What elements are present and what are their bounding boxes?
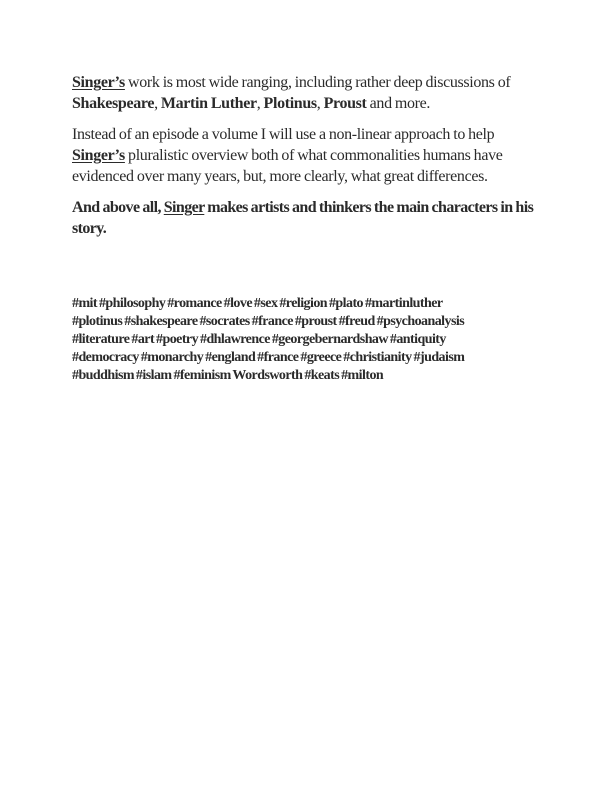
hashtag-line: #mit #philosophy #romance #love #sex #religion #plato #martinluther bbox=[72, 296, 443, 311]
subject-proust: Proust bbox=[323, 95, 367, 112]
paragraph-3-bold bbox=[72, 197, 542, 239]
hashtag-line: #literature #art #poetry #dhlawrence #georgebernardshaw #antiquity bbox=[72, 332, 446, 347]
hashtag-block bbox=[72, 295, 542, 385]
paragraph-text: pluralistic overview both of what commonalities humans have evidenced over many years, but, more clearly, what great differences. bbox=[72, 147, 503, 185]
singer-name-underlined: Singer’s bbox=[72, 147, 125, 164]
paragraph-1 bbox=[72, 72, 542, 114]
paragraph-text: and more. bbox=[366, 95, 431, 112]
hashtag-line: #plotinus #shakespeare #socrates #france #proust #freud #psychoanalysis bbox=[72, 314, 465, 329]
hashtag-line: #buddhism #islam #feminism Wordsworth #keats #milton bbox=[72, 368, 384, 383]
document-page bbox=[72, 72, 542, 385]
singer-name-underlined: Singer bbox=[163, 199, 205, 216]
paragraph-text: makes artists and thinkers the main characters in his story. bbox=[72, 199, 534, 237]
singer-name-underlined: Singer’s bbox=[72, 74, 125, 91]
paragraph-text: Instead of an episode a volume I will use a non-linear approach to help bbox=[72, 126, 495, 143]
separator: , bbox=[256, 95, 264, 112]
subject-shakespeare: Shakespeare bbox=[72, 95, 155, 112]
separator: , bbox=[316, 95, 324, 112]
paragraph-text: And above all, bbox=[72, 199, 164, 216]
subject-plotinus: Plotinus bbox=[263, 95, 317, 112]
separator: , bbox=[154, 95, 161, 112]
subject-martin-luther: Martin Luther bbox=[160, 95, 257, 112]
paragraph-text: work is most wide ranging, including rather deep discussions of bbox=[124, 74, 511, 91]
hashtag-line: #democracy #monarchy #england #france #greece #christianity #judaism bbox=[72, 350, 465, 365]
paragraph-2 bbox=[72, 124, 542, 187]
